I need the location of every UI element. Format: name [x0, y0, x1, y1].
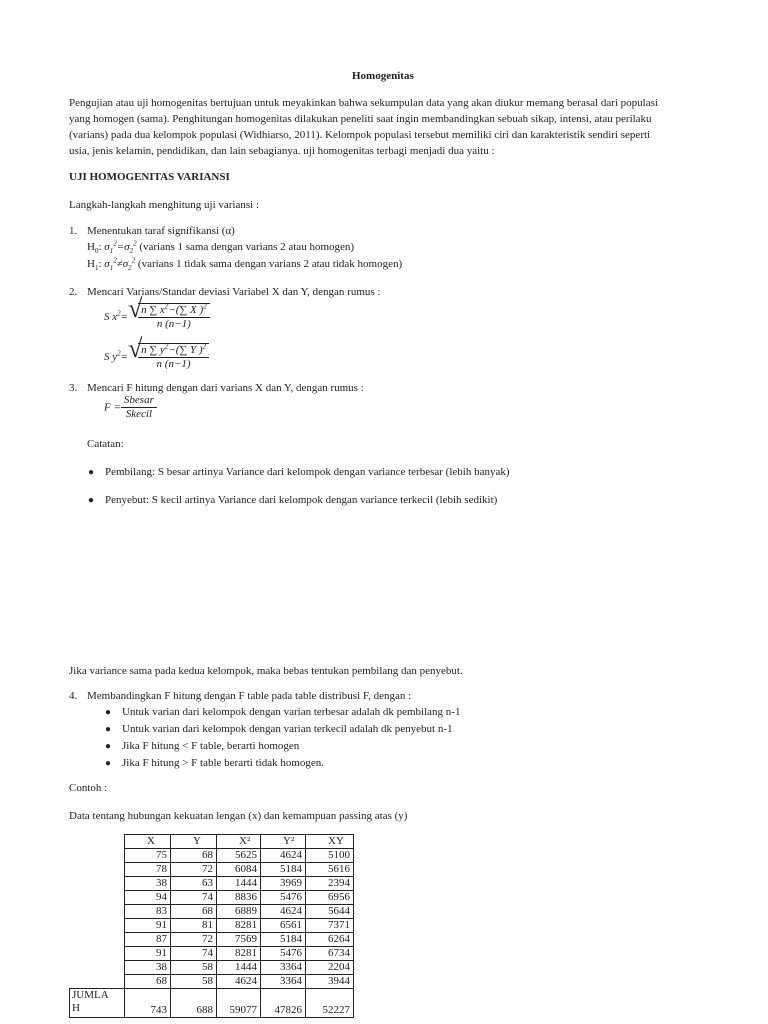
h0-formula: $\sigma_1^2=\sigma_2^2$ — [104, 239, 137, 256]
table-row — [70, 877, 354, 891]
h0-subscript: 0 — [94, 247, 99, 256]
table-row — [70, 933, 354, 947]
step3-text: Mencari F hitung dengan dari varians X dan Y, dengan rumus : — [87, 382, 364, 394]
table-cell: 81 — [171, 919, 217, 933]
step2-number: 2. — [69, 286, 78, 298]
bullet-icon: ● — [105, 741, 112, 752]
table-cell: 5644 — [306, 905, 354, 919]
table-header-row — [70, 835, 354, 849]
table-cell: 58 — [171, 961, 217, 975]
intro-line-3: (varians) pada dua kelompok populasi (Widhiarso, 2011). Kelompok populasi tersebut memiliki ciri dan karakteristik sendiri seperti — [69, 129, 651, 141]
steps-intro: Langkah-langkah menghitung uji variansi : — [69, 199, 260, 211]
table-cell: 3969 — [261, 877, 306, 891]
table-row — [70, 961, 354, 975]
catatan-bullet-1: Pembilang: S besar artinya Variance dari kelompok dengan variance terbesar (lebih banyak) — [105, 466, 510, 478]
table-cell: 6889 — [217, 905, 261, 919]
table-cell: 4624 — [261, 849, 306, 863]
table-cell: 5100 — [306, 849, 354, 863]
f-numerator: Sbesar — [121, 394, 157, 408]
catatan-label: Catatan: — [87, 438, 124, 450]
table-cell: 78 — [125, 863, 171, 877]
table-cell: 72 — [171, 863, 217, 877]
table-cell: 38 — [125, 961, 171, 975]
intro-line-2: yang homogen (sama). Penghitungan homogenitas dilakukan peneliti saat ingin membandingkan sebuah sikap, intensi, atau perilaku — [69, 113, 652, 125]
step4-bullet-4: Jika F hitung > F table berarti tidak homogen. — [122, 757, 325, 769]
h1-formula: $\sigma_1^2\ne\sigma_2^2$ — [104, 256, 136, 273]
h0-line: $H_0$: $\sigma_1^2=\sigma_2^2$ (varians 1 sama dengan varians 2 atau homogen) — [87, 239, 355, 256]
table-cell: 8281 — [217, 919, 261, 933]
table-cell: 94 — [125, 891, 171, 905]
bullet-icon: ● — [88, 495, 95, 506]
h0-label: H — [87, 241, 95, 253]
table-cell: 8836 — [217, 891, 261, 905]
table-row — [70, 919, 354, 933]
total-cell: 59077 — [217, 989, 261, 1018]
table-cell: 58 — [171, 975, 217, 989]
table-cell: 6734 — [306, 947, 354, 961]
step4-bullet-2: Untuk varian dari kelompok dengan varian terkecil adalah dk penyebut n-1 — [122, 723, 453, 735]
table-cell: 68 — [171, 905, 217, 919]
table-row — [70, 849, 354, 863]
h0-description: (varians 1 sama dengan varians 2 atau homogen) — [139, 241, 355, 253]
bullet-icon: ● — [105, 724, 112, 735]
step4-number: 4. — [69, 690, 78, 702]
table-header-cell: X — [125, 835, 171, 849]
table-cell: 7569 — [217, 933, 261, 947]
table-cell: 87 — [125, 933, 171, 947]
f-denominator: Skecil — [125, 408, 153, 420]
formula-sy2: S $y^2=$ √ $\frac{n \sum y^2-(\sum Y )^2}{n (n-1)}$ — [104, 343, 209, 371]
step4-bullet-3: Jika F hitung < F table, berarti homogen — [122, 740, 300, 752]
bullet-icon: ● — [105, 707, 112, 718]
step1-text: Menentukan taraf signifikansi (α) — [87, 225, 235, 237]
table-row — [70, 947, 354, 961]
formula-sx2: S $x^2=$ √ $\frac{n \sum x^2-(\sum X )^2}{n (n-1)}$ — [104, 303, 210, 331]
table-cell: 5625 — [217, 849, 261, 863]
table-cell: 72 — [171, 933, 217, 947]
table-cell: 91 — [125, 947, 171, 961]
table-cell: 7371 — [306, 919, 354, 933]
table-row — [70, 905, 354, 919]
h1-subscript: 1 — [94, 264, 99, 273]
total-cell: 52227 — [306, 989, 354, 1018]
section-heading: UJI HOMOGENITAS VARIANSI — [69, 171, 230, 183]
step2-text: Mencari Varians/Standar deviasi Variabel X dan Y, dengan rumus : — [87, 286, 381, 298]
table-cell: 74 — [171, 947, 217, 961]
table-cell: 1444 — [217, 961, 261, 975]
table-cell: 5184 — [261, 863, 306, 877]
table-cell: 91 — [125, 919, 171, 933]
total-cell: 743 — [125, 989, 171, 1018]
table-cell: 1444 — [217, 877, 261, 891]
table-cell: 8281 — [217, 947, 261, 961]
table-cell: 3364 — [261, 961, 306, 975]
table-row — [70, 863, 354, 877]
table-cell: 3364 — [261, 975, 306, 989]
table-row — [70, 975, 354, 989]
total-cell: 688 — [171, 989, 217, 1018]
h1-description: (varians 1 tidak sama dengan varians 2 atau tidak homogen) — [137, 258, 403, 270]
h1-label: H — [87, 258, 95, 270]
total-cell: 47826 — [261, 989, 306, 1018]
table-cell: 3944 — [306, 975, 354, 989]
table-header-cell: Y² — [261, 835, 306, 849]
table-cell: 6084 — [217, 863, 261, 877]
step3-number: 3. — [69, 382, 78, 394]
bullet-icon: ● — [88, 467, 95, 478]
total-label-line-1: JUMLA — [72, 989, 109, 1001]
data-caption: Data tentang hubungan kekuatan lengan (x) dan kemampuan passing atas (y) — [69, 810, 408, 822]
data-table — [69, 834, 354, 1018]
table-cell: 5184 — [261, 933, 306, 947]
total-label-cell — [70, 989, 125, 1018]
h1-line: $H_1$: $\sigma_1^2\ne\sigma_2^2$ (varians 1 tidak sama dengan varians 2 atau tidak homogen) — [87, 256, 403, 273]
bullet-icon: ● — [105, 758, 112, 769]
table-header-cell: X² — [217, 835, 261, 849]
table-cell: 6956 — [306, 891, 354, 905]
table-cell: 68 — [125, 975, 171, 989]
table-cell: 5476 — [261, 947, 306, 961]
catatan-bullet-2: Penyebut: S kecil artinya Variance dari kelompok dengan variance terkecil (lebih sedikit) — [105, 494, 498, 506]
table-cell: 6561 — [261, 919, 306, 933]
table-cell: 2394 — [306, 877, 354, 891]
table-cell: 68 — [171, 849, 217, 863]
f-lhs: F = — [104, 401, 121, 414]
step4-text: Membandingkan F hitung dengan F table pada table distribusi F, dengan : — [87, 690, 412, 702]
table-cell: 63 — [171, 877, 217, 891]
table-cell: 83 — [125, 905, 171, 919]
intro-line-1: Pengujian atau uji homogenitas bertujuan untuk meyakinkan bahwa sekumpulan data yang akan diukur memang berasal dari populasi — [69, 97, 658, 109]
table-cell: 5476 — [261, 891, 306, 905]
page-title: Homogenitas — [352, 70, 414, 82]
intro-line-4: usia, jenis kelamin, pendidikan, dan lain sebagianya. uji homogenitas terbagi menjadi dua yaitu : — [69, 145, 495, 157]
equal-variance-note: Jika variance sama pada kedua kelompok, maka bebas tentukan pembilang dan penyebut. — [69, 665, 463, 677]
step4-bullet-1: Untuk varian dari kelompok dengan varian terbesar adalah dk pembilang n-1 — [122, 706, 461, 718]
table-header-cell: XY — [306, 835, 354, 849]
table-cell: 75 — [125, 849, 171, 863]
table-cell: 4624 — [217, 975, 261, 989]
table-cell: 2204 — [306, 961, 354, 975]
table-total-row — [70, 989, 354, 1018]
table-cell: 74 — [171, 891, 217, 905]
table-cell: 5616 — [306, 863, 354, 877]
total-label-line-2: H — [72, 1002, 80, 1014]
step1-number: 1. — [69, 225, 78, 237]
table-row — [70, 891, 354, 905]
table-cell: 6264 — [306, 933, 354, 947]
table-header-cell: Y — [171, 835, 217, 849]
formula-f — [104, 394, 157, 421]
contoh-label: Contoh : — [69, 782, 108, 794]
table-cell: 38 — [125, 877, 171, 891]
table-cell: 4624 — [261, 905, 306, 919]
